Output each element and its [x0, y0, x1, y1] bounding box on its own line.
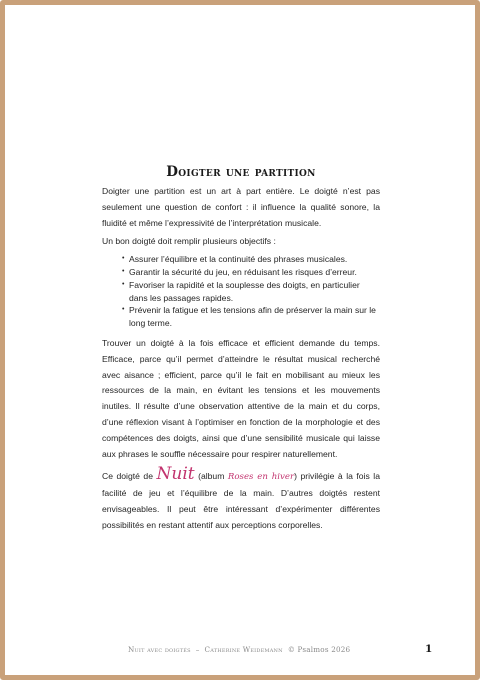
list-item	[122, 279, 380, 305]
closing-prefix: Ce doigté de	[102, 471, 157, 482]
page-footer	[128, 645, 378, 654]
piece-name: Nuit	[156, 464, 195, 485]
footer-copyright: © Psalmos 2026	[287, 645, 351, 654]
bullet-icon: •	[122, 306, 125, 314]
bullet-icon: •	[122, 267, 125, 275]
intro-paragraph: Doigter une partition est un art à part entière. Le doigté n’est pas seulement une question de confort : il influence la qualité sonore, la fluidité et même l’expressivité de l’interprétation musicale.	[102, 186, 380, 228]
document-body	[102, 161, 380, 534]
footer-separator: –	[195, 645, 200, 654]
list-item-text: Prévenir la fatigue et les tensions afin de préserver la main sur le long terme.	[129, 305, 376, 329]
album-close: )	[294, 471, 297, 482]
objectives-lead: Un bon doigté doit remplir plusieurs objectifs :	[102, 236, 276, 247]
list-item	[122, 304, 380, 330]
bullet-icon: •	[122, 280, 125, 288]
list-item-text: Garantir la sécurité du jeu, en réduisant les risques d’erreur.	[129, 266, 357, 277]
list-item-text: Favoriser la rapidité et la souplesse des doigts, en particulier dans les passages rapides.	[129, 279, 360, 303]
closing-suffix: privilégie à la fois la facilité de jeu et l’équilibre de la main. D’autres doigtés restent envisageables. Il peut être intéressant d’expérimenter différentes possibilités en restant attentif aux perceptions corporelles.	[102, 471, 380, 530]
footer-author: Catherine Weidemann	[204, 645, 283, 654]
objectives-list	[102, 253, 380, 330]
page-number: 1	[425, 643, 433, 655]
closing-paragraph	[102, 464, 380, 533]
effort-paragraph: Trouver un doigté à la fois efficace et efficient demande du temps. Efficace, parce qu’il permet d’atteindre le résultat musical recherché avec aisance ; efficient, parce qu’il le fait en mobilisant au mieux les ressources de la main, en évitant les tensions et les mouvements inutiles. Il résulte d’une observation attentive de la main et du corps, d’une réflexion visant à l’optimiser en fonction de la morphologie et des compétences des doigts, ainsi que d’une sensibilité musicale qui laisse aux phrases le souffle nécessaire pour respirer naturellement.	[102, 337, 380, 459]
footer-title: Nuit avec doigtés	[128, 645, 191, 654]
list-item	[122, 253, 380, 266]
list-item-text: Assurer l’équilibre et la continuité des phrases musicales.	[129, 254, 348, 265]
bullet-icon: •	[122, 255, 125, 263]
album-open: (album	[194, 471, 228, 482]
album-name: Roses en hiver	[227, 472, 295, 483]
list-item	[122, 266, 380, 279]
page-title: Doigter une partition	[166, 164, 316, 180]
